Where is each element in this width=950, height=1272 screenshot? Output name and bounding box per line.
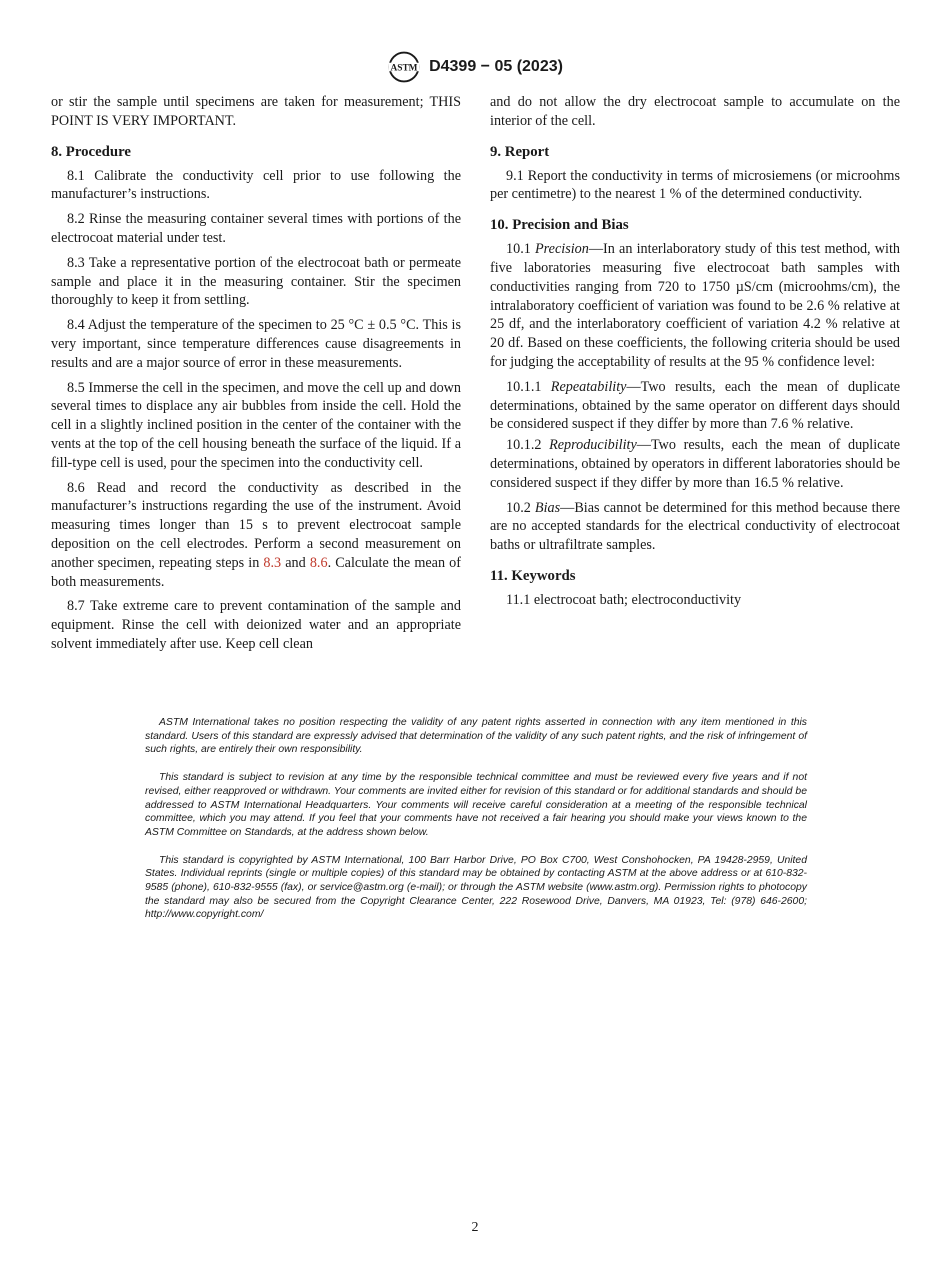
paragraph-10-2-number: 10.2 [506, 499, 535, 516]
paragraph-8-6-text-b: . Calculate the mean of both measurements. [51, 554, 461, 590]
astm-logo-icon [387, 50, 421, 84]
paragraph-8-4: 8.4 Adjust the temperature of the specimen to 25 °C ± 0.5 °C. This is very important, since temperature differences cause disagreements in results and are a major source of error in these measurements. [51, 317, 461, 371]
paragraph-11-1: 11.1 electrocoat bath; electroconductivity [506, 591, 742, 608]
svg-text:ASTM: ASTM [390, 63, 418, 74]
link-section-8-6[interactable]: 8.6 [309, 554, 328, 571]
paragraph-8-3: 8.3 Take a representative portion of the electrocoat bath or permeate sample and place it in the measuring container. Stir the specimen thoroughly to keep it from settling. [51, 254, 461, 309]
standard-designation: D4399 − 05 (2023) [429, 58, 563, 75]
paragraph-8-1: 8.1 Calibrate the conductivity cell prior to use following the manufacturer’s instructions. [51, 167, 461, 203]
section-heading-report: 9. Report [490, 143, 550, 160]
paragraph-10-1-text: —In an interlaboratory study of this test method, with five laboratories measuring five electrocoat bath samples with conductivities ranging from 720 to 1750 µS/cm (microohms/cm), the intralaboratory coefficient of variation was found to be 2.6 % relative at 25 df, and the interlaboratory coefficient of variation 4.2 % relative at 20 df. Based on these coefficients, the following criteria should be used for judging the acceptability of results at the 95 % confidence level: [490, 241, 900, 370]
section-heading-precision-bias: 10. Precision and Bias [490, 217, 629, 234]
paragraph-10-2 [490, 499, 900, 555]
page-header [0, 50, 950, 84]
paragraph-8-6-text-a: 8.6 Read and record the conductivity as described in the manufacturer’s instructions regarding the use of the instrument. Avoid measuring times longer than 15 s to prevent electrocoat sample deposition on the cell electrodes. Perform a second measurement on another specimen, repeating steps in [51, 479, 461, 571]
paragraph-10-2-text: —Bias cannot be determined for this method because there are no accepted standards for the electrical conductivity of electrocoat baths or ultrafiltrate samples. [490, 499, 900, 554]
copyright-notice: This standard is copyrighted by ASTM International, 100 Barr Harbor Drive, PO Box C700, West Conshohocken, PA 19428-2959, United States. Individual reprints (single or multiple copies) of this standard may be obtained by contacting ASTM at the above address or at 610-832-9585 (phone), 610-832-9555 (fax), or service@astm.org (e-mail); or through the ASTM website (www.astm.org). Permission rights to photocopy the standard may also be secured from the Copyright Clearance Center, 222 Rosewood Drive, Danvers, MA 01923, Tel: (978) 646-2600; http://www.copyright.com/ [145, 854, 807, 921]
section-heading-procedure: 8. Procedure [51, 143, 131, 160]
paragraph-10-1-2-text: —Two results, each the mean of duplicate determinations, obtained by operators in different laboratories should be considered suspect if they differ by more than 16.5 % relative. [490, 437, 900, 491]
paragraph-10-1-2 [490, 436, 900, 492]
paragraph-10-1-2-number: 10.1.2 [506, 437, 550, 454]
paragraph-8-7: 8.7 Take extreme care to prevent contamination of the sample and equipment. Rinse the cell with deionized water and an appropriate solvent immediately after use. Keep cell clean [51, 598, 461, 652]
section-heading-keywords: 11. Keywords [490, 567, 576, 584]
link-section-8-3[interactable]: 8.3 [263, 554, 282, 571]
paragraph-10-1-number: 10.1 [506, 241, 535, 258]
term-repeatability: Repeatability [550, 378, 627, 395]
page-number: 2 [471, 1220, 479, 1235]
continued-paragraph: or stir the sample until specimens are taken for measurement; THIS POINT IS VERY IMPORTANT. [51, 94, 461, 129]
paragraph-10-1-1-number: 10.1.1 [506, 378, 551, 395]
right-column [490, 93, 900, 616]
paragraph-10-1-1-text: —Two results, each the mean of duplicate determinations, obtained by the same operator on different days should be considered suspect if they differ by more than 7.6 % relative. [490, 378, 901, 433]
term-bias: Bias [534, 499, 561, 516]
paragraph-8-2: 8.2 Rinse the measuring container several times with portions of the electrocoat material under test. [51, 211, 461, 246]
paragraph-8-6-and: and [281, 554, 310, 571]
paragraph-10-1-1 [490, 378, 900, 434]
legal-notices [145, 716, 807, 936]
paragraph-8-5: 8.5 Immerse the cell in the specimen, and move the cell up and down several times to displace any air bubbles from inside the cell. Hold the cell in a slightly inclined position in the center of the container with the vents at the top of the cell housing beneath the surface of the liquid. If a fill-type cell is used, pour the specimen into the conductivity cell. [51, 379, 461, 471]
left-column [51, 93, 461, 660]
term-reproducibility: Reproducibility [549, 437, 637, 454]
continued-paragraph-right: and do not allow the dry electrocoat sample to accumulate on the interior of the cell. [490, 94, 900, 129]
revision-notice: This standard is subject to revision at any time by the responsible technical committee and must be reviewed every five years and if not revised, either reapproved or withdrawn. Your comments are invited either for revision of this standard or for additional standards and should be addressed to ASTM International Headquarters. Your comments will receive careful consideration at a meeting of the responsible technical committee, which you may attend. If you feel that your comments have not received a fair hearing you should make your views known to the ASTM Committee on Standards, at the address shown below. [145, 772, 807, 838]
term-precision: Precision [535, 241, 589, 258]
paragraph-8-6 [51, 479, 461, 592]
paragraph-9-1: 9.1 Report the conductivity in terms of microsiemens (or microohms per centimetre) to the nearest 1 % of the determined conductivity. [490, 167, 900, 203]
paragraph-10-1 [490, 240, 900, 372]
patent-notice: ASTM International takes no position respecting the validity of any patent rights asserted in connection with any item mentioned in this standard. Users of this standard are expressly advised that determination of the validity of any such patent rights, and the risk of infringement of such rights, are entirely their own responsibility. [145, 717, 807, 756]
